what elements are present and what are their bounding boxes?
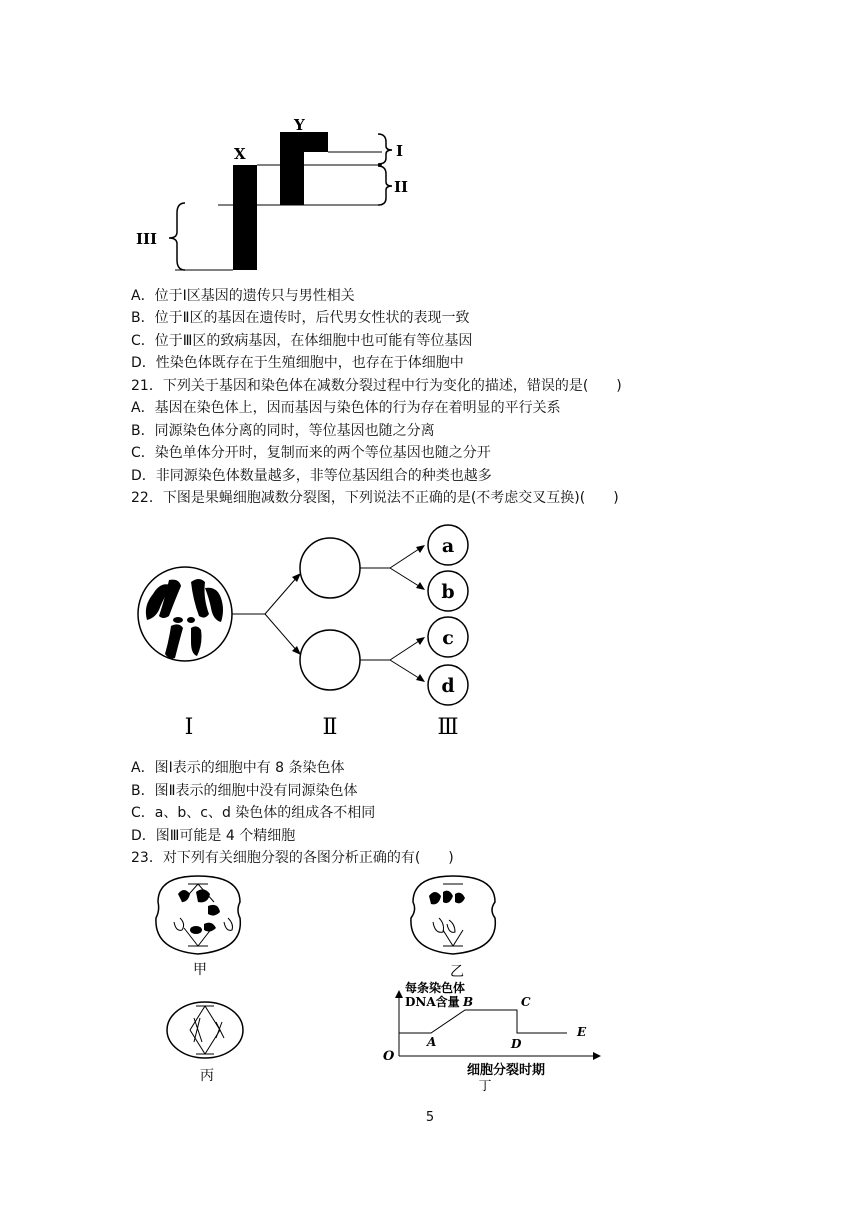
label-y: Y: [294, 116, 305, 134]
label-region-i: I: [396, 142, 404, 160]
q20-option-b: B．位于Ⅱ区的基因在遗传时，后代男女性状的表现一致: [131, 310, 470, 326]
ylabel-line1: 每条染色体: [405, 981, 466, 995]
q21-option-d: D．非同源染色体数量越多，非等位基因组合的种类也越多: [131, 468, 492, 484]
cell-ii-bottom: [300, 630, 360, 690]
point-c-label: C: [521, 995, 531, 1009]
q22-option-a: A．图Ⅰ表示的细胞中有 8 条染色体: [131, 760, 345, 776]
cell-yi-figure: [403, 870, 508, 982]
ylabel-line2: DNA含量: [405, 995, 460, 1009]
q23-stem: 23．对下列有关细胞分裂的各图分析正确的有( ): [131, 850, 454, 866]
cell-a-label: a: [441, 535, 455, 557]
label-region-ii: II: [394, 178, 409, 196]
q21-option-b: B．同源染色体分离的同时，等位基因也随之分离: [131, 423, 435, 439]
brace-region-iii: [169, 203, 185, 270]
cell-d-label: d: [441, 675, 455, 697]
stage-i-label: Ⅰ: [184, 715, 194, 740]
point-e-label: E: [577, 1025, 587, 1039]
q21-option-a: A．基因在染色体上，因而基因与染色体的行为存在着明显的平行关系: [131, 400, 561, 416]
dna-curve: [399, 1010, 567, 1033]
point-b-label: B: [463, 995, 474, 1009]
q21-stem: 21．下列关于基因和染色体在减数分裂过程中行为变化的描述，错误的是( ): [131, 378, 622, 394]
stage-ii-label: Ⅱ: [322, 715, 338, 740]
q20-option-c: C．位于Ⅲ区的致病基因，在体细胞中也可能有等位基因: [131, 333, 473, 349]
meiosis-figure: [125, 520, 485, 745]
q22-option-b: B．图Ⅱ表示的细胞中没有同源染色体: [131, 783, 358, 799]
label-ding: 丁: [478, 1079, 492, 1093]
label-jia: 甲: [193, 962, 207, 978]
origin-label: O: [383, 1049, 395, 1064]
dna-content-graph: [375, 978, 605, 1093]
cell-jia-figure: [148, 872, 253, 982]
cell-c-label: c: [442, 627, 454, 649]
page-number: 5: [425, 1110, 435, 1125]
label-region-iii: III: [136, 230, 158, 248]
point-a-label: A: [427, 1035, 437, 1049]
label-bing: 丙: [200, 1068, 214, 1084]
x-chromosome: [233, 165, 257, 270]
brace-region-ii: [378, 166, 392, 205]
point-d-label: D: [511, 1037, 522, 1051]
stage-iii-label: Ⅲ: [437, 715, 459, 740]
q22-option-c: C．a、b、c、d 染色体的组成各不相同: [131, 805, 376, 821]
cell-bing-figure: [160, 996, 250, 1086]
y-chromosome-body: [280, 132, 304, 205]
q22-stem: 22．下图是果蝇细胞减数分裂图，下列说法不正确的是(不考虑交叉互换)( ): [131, 490, 619, 506]
q20-option-a: A．位于Ⅰ区基因的遗传只与男性相关: [131, 288, 355, 304]
cell-b-label: b: [441, 581, 455, 603]
q21-option-c: C．染色单体分开时，复制而来的两个等位基因也随之分开: [131, 445, 491, 461]
xy-chromosome-figure: [130, 110, 430, 280]
q22-option-d: D．图Ⅲ可能是 4 个精细胞: [131, 828, 296, 844]
brace-region-i: [378, 134, 392, 164]
q20-option-d: D．性染色体既存在于生殖细胞中，也存在于体细胞中: [131, 355, 464, 371]
cell-ii-top: [300, 538, 360, 598]
label-x: X: [234, 145, 246, 163]
xlabel: 细胞分裂时期: [467, 1063, 546, 1078]
label-yi: 乙: [450, 964, 464, 980]
